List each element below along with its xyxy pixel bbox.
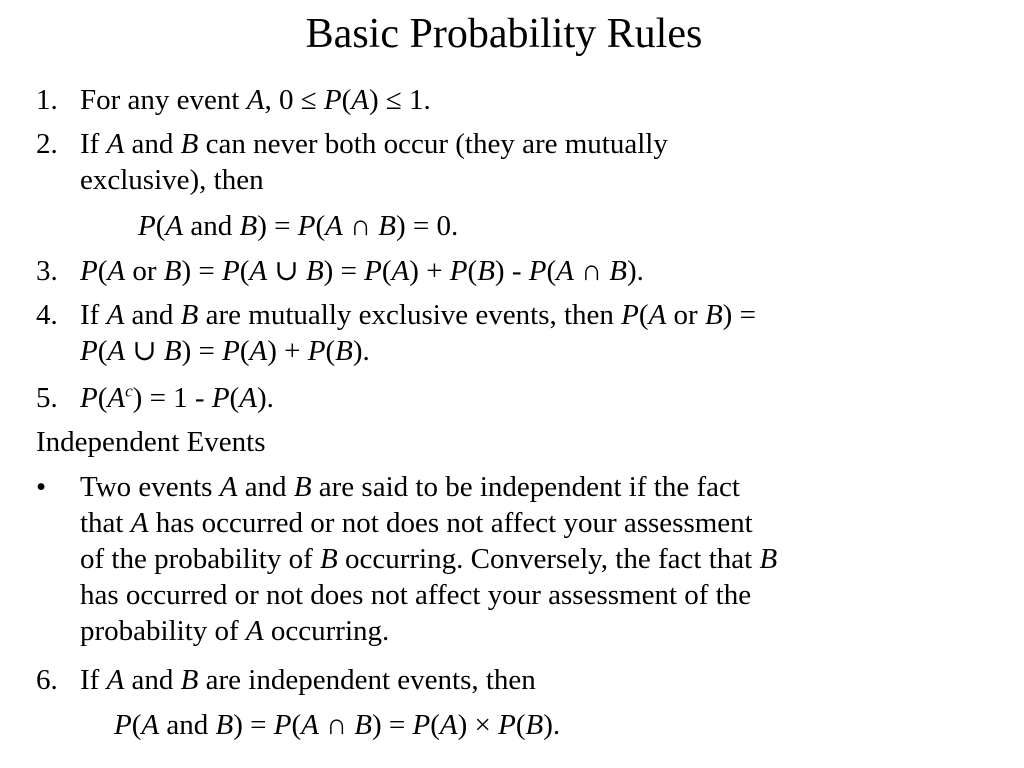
text-segment: ). xyxy=(627,255,644,287)
text-line xyxy=(80,162,668,198)
text-segment: ( xyxy=(325,335,336,367)
math-variable: B xyxy=(378,210,396,242)
text-segment: are independent events, then xyxy=(198,664,536,696)
math-variable: B xyxy=(759,543,778,575)
text-line xyxy=(80,613,777,649)
math-variable: B xyxy=(293,471,312,503)
text-segment: ∪ xyxy=(267,255,306,287)
math-variable: P xyxy=(364,255,382,287)
rule-text xyxy=(80,82,431,118)
text-segment: ) = 0. xyxy=(396,210,459,242)
text-segment: and xyxy=(183,210,240,242)
text-segment: ) + xyxy=(409,255,450,287)
text-segment: probability of xyxy=(80,615,246,647)
formula xyxy=(138,208,458,244)
math-variable: P xyxy=(307,335,326,367)
text-segment: ) = xyxy=(372,709,413,741)
math-variable: P xyxy=(80,255,98,287)
text-segment: that xyxy=(80,507,131,539)
superscript xyxy=(125,381,133,400)
bullet-text xyxy=(80,469,777,649)
math-variable: P xyxy=(222,335,240,367)
rule-text xyxy=(80,126,668,198)
math-variable: A xyxy=(325,210,343,242)
math-variable: A xyxy=(107,255,126,287)
math-variable: B xyxy=(704,299,723,331)
text-segment: , 0 ≤ xyxy=(264,84,324,116)
text-line xyxy=(80,297,756,333)
text-line xyxy=(80,662,536,698)
math-variable: B xyxy=(305,255,324,287)
math-variable: A xyxy=(107,382,126,414)
text-segment: ( xyxy=(546,255,557,287)
math-variable: B xyxy=(477,255,495,287)
text-segment: can never both occur (they are mutually xyxy=(198,128,668,160)
text-segment: ) = 1 - xyxy=(132,382,212,414)
math-variable: A xyxy=(301,709,319,741)
math-variable: A xyxy=(106,299,125,331)
text-segment: or xyxy=(666,299,705,331)
math-variable: P xyxy=(273,709,292,741)
text-segment: ( xyxy=(239,335,250,367)
text-segment: Two events xyxy=(80,471,220,503)
text-segment: ). xyxy=(352,335,370,367)
text-line xyxy=(80,126,668,162)
math-variable: A xyxy=(219,471,238,503)
text-segment: ∩ xyxy=(573,255,610,287)
rule-text xyxy=(80,297,756,369)
text-segment: and xyxy=(124,299,181,331)
text-segment: ( xyxy=(430,709,440,741)
text-segment: occurring. Conversely, the fact that xyxy=(337,543,760,575)
text-segment: ) = xyxy=(181,335,223,367)
text-segment: ( xyxy=(638,299,649,331)
text-segment: ( xyxy=(381,255,392,287)
text-segment: If xyxy=(80,299,107,331)
bullet-icon: • xyxy=(36,471,47,503)
math-variable: A xyxy=(648,299,667,331)
rule-number: 6. xyxy=(36,664,58,696)
math-variable: P xyxy=(621,299,639,331)
math-variable: A xyxy=(249,335,268,367)
math-variable: A xyxy=(246,84,265,116)
math-variable: B xyxy=(320,543,338,575)
math-variable: B xyxy=(180,128,199,160)
text-line xyxy=(80,380,274,416)
math-variable: B xyxy=(180,299,199,331)
text-segment: If xyxy=(80,664,107,696)
text-segment: ( xyxy=(467,255,478,287)
rule-number: 4. xyxy=(36,299,58,331)
rule-text xyxy=(80,253,644,289)
text-segment: ) = xyxy=(257,210,298,242)
rule-text xyxy=(80,662,536,698)
text-segment: ∩ xyxy=(318,709,355,741)
math-variable: A xyxy=(391,255,410,287)
math-variable: A xyxy=(141,709,160,741)
math-variable: P xyxy=(80,382,98,414)
text-line xyxy=(80,253,644,289)
math-variable: B xyxy=(609,255,628,287)
text-segment: and xyxy=(124,664,181,696)
text-line xyxy=(80,577,777,613)
math-variable: P xyxy=(138,210,156,242)
text-segment: has occurred or not does not affect your assessment of the xyxy=(80,579,752,611)
text-line xyxy=(80,469,777,505)
math-variable: B xyxy=(525,709,544,741)
text-segment: ) + xyxy=(267,335,308,367)
text-line xyxy=(80,333,756,369)
text-segment: and xyxy=(237,471,294,503)
math-variable: A xyxy=(165,210,184,242)
text-segment: and xyxy=(159,709,216,741)
text-segment: For any event xyxy=(80,84,247,116)
text-segment: ( xyxy=(315,210,326,242)
text-segment: occurring. xyxy=(263,615,390,647)
math-variable: A xyxy=(106,128,125,160)
math-variable: P xyxy=(80,335,98,367)
text-segment: ). xyxy=(256,382,274,414)
math-variable: P xyxy=(222,255,240,287)
text-segment: ) × xyxy=(457,709,499,741)
math-variable: A xyxy=(556,255,574,287)
slide-title: Basic Probability Rules xyxy=(305,11,703,57)
math-variable: A xyxy=(107,335,126,367)
text-segment: and xyxy=(124,128,181,160)
text-segment: has occurred or not does not affect your assessment xyxy=(148,507,753,539)
text-segment: ( xyxy=(97,382,108,414)
math-variable: P xyxy=(323,84,342,116)
rule-text xyxy=(80,380,274,416)
rule-number: 5. xyxy=(36,382,58,414)
math-variable: B xyxy=(215,709,234,741)
text-segment: ). xyxy=(543,709,561,741)
text-segment: ( xyxy=(515,709,526,741)
math-variable: A xyxy=(106,664,125,696)
math-variable: A xyxy=(351,84,369,116)
text-line xyxy=(80,541,777,577)
text-segment: ( xyxy=(229,382,240,414)
math-variable: B xyxy=(354,709,372,741)
text-segment: ∪ xyxy=(125,335,164,367)
math-variable: B xyxy=(180,664,199,696)
math-variable: A xyxy=(130,507,149,539)
text-segment: ( xyxy=(97,255,108,287)
text-segment: of the probability of xyxy=(80,543,321,575)
text-segment: are said to be independent if the fact xyxy=(311,471,740,503)
superscript-variable: c xyxy=(125,381,133,401)
math-variable: P xyxy=(449,255,468,287)
formula xyxy=(114,707,560,743)
text-line xyxy=(80,82,431,118)
math-variable: P xyxy=(412,709,431,741)
math-variable: P xyxy=(297,210,316,242)
math-variable: P xyxy=(528,255,547,287)
math-variable: A xyxy=(239,382,257,414)
math-variable: A xyxy=(439,709,458,741)
text-segment: ( xyxy=(291,709,302,741)
rule-number: 1. xyxy=(36,84,58,116)
text-segment: ) = xyxy=(722,299,756,331)
math-variable: P xyxy=(498,709,516,741)
text-segment: ) = xyxy=(233,709,274,741)
text-segment: are mutually exclusive events, then xyxy=(198,299,622,331)
text-segment: ) ≤ 1. xyxy=(368,84,431,116)
text-segment: ( xyxy=(239,255,250,287)
text-line xyxy=(80,505,777,541)
text-segment: ) = xyxy=(181,255,223,287)
math-variable: B xyxy=(163,335,182,367)
math-variable: A xyxy=(245,615,264,647)
rule-number: 2. xyxy=(36,128,58,160)
text-segment: ( xyxy=(131,709,142,741)
text-segment: ) = xyxy=(323,255,365,287)
math-variable: B xyxy=(335,335,353,367)
text-segment: ) - xyxy=(494,255,529,287)
text-segment: ( xyxy=(341,84,352,116)
text-segment: or xyxy=(125,255,164,287)
math-variable: P xyxy=(211,382,230,414)
section-heading: Independent Events xyxy=(36,426,266,458)
text-segment: ∩ xyxy=(342,210,379,242)
text-segment: ( xyxy=(155,210,166,242)
math-variable: B xyxy=(163,255,182,287)
text-segment: ( xyxy=(97,335,108,367)
math-variable: A xyxy=(249,255,268,287)
math-variable: P xyxy=(114,709,132,741)
rule-number: 3. xyxy=(36,255,58,287)
text-segment: exclusive), then xyxy=(80,164,264,196)
text-segment: If xyxy=(80,128,107,160)
math-variable: B xyxy=(239,210,258,242)
